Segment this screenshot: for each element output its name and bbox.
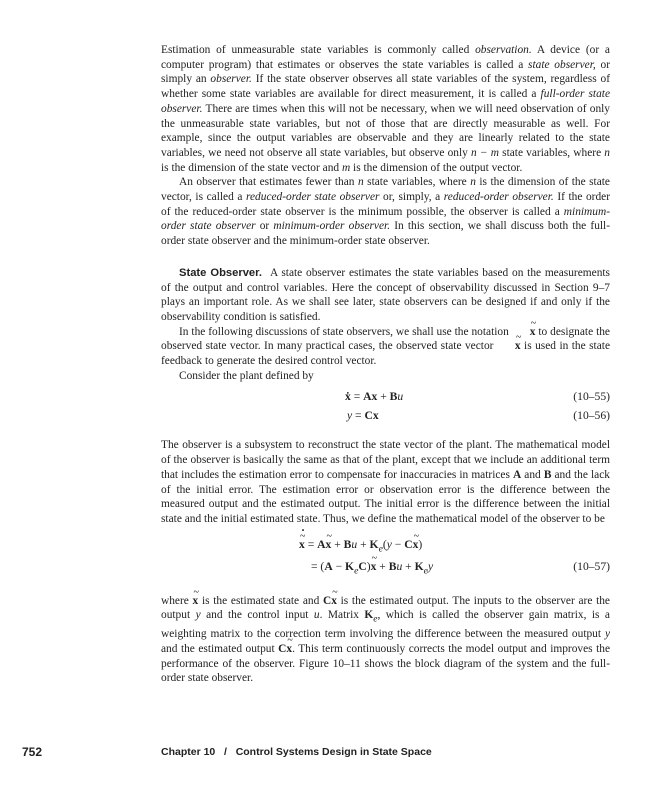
operator: = [352,409,365,423]
symbol-x-tilde: ~ x [193,594,199,609]
symbol-x-tilde: ~ x [371,560,377,575]
matrix-K: K [414,559,424,573]
symbol-x-tilde: ~ x [326,538,332,553]
subscript-e: e [423,565,428,576]
matrix-B: B [543,468,552,481]
math-n: n [604,146,610,159]
operator: − [332,559,346,573]
symbol-y: y [604,628,610,641]
text-run: state variables, where [498,146,605,159]
symbol-x-tilde: ~ x [497,339,521,354]
text-run: and [521,468,544,481]
text-run: Estimation of unmeasurable state variables is commonly called [161,44,476,56]
text-run: If the state observer observes all state variables of the system, regardless of whether some state variables are available for direct measurement, it is called a [161,73,610,101]
text-run: There are times when this will not be necessary, when we will need observation of only the unmeasurable state variables, but not of those that are directly measurable as well. For example, since the output variables are observable and they are linearly related to the state variables, we need not observe all state variables, but observe only [161,102,610,159]
matrix-K: K [369,537,379,551]
operator: + [331,537,344,551]
paragraph-observer-gain [161,594,610,687]
matrix-K: K [364,609,374,622]
text-run: If the order of the reduced-order state observer is the minimum possible, the observer is called a [161,191,611,218]
page-number: 752 [22,745,43,759]
paragraph-observer-model [161,438,610,526]
text-run: is the dimension of the state vector and [161,161,342,174]
symbol-u: u [351,537,358,551]
equation-10-57-line-1 [161,538,610,560]
body-text [161,43,610,686]
operator: + [377,390,390,404]
equation-number: (10–55) [573,390,610,404]
term-minimum-order-state-observer: minimum-order state observer [161,205,610,233]
paragraph-notation [161,325,610,369]
matrix-B: B [343,537,352,551]
symbol-y: y [386,537,392,551]
operator: = ( [311,559,325,573]
math-n-minus-m: n − m [471,146,499,159]
text-run: is the dimension of the state vector, is called a [161,176,610,204]
vector-x: x [372,409,379,423]
text-run: Consider the plant defined by [179,369,314,382]
symbol-u: u [396,559,403,573]
text-run: is the dimension of the output vector. [350,161,523,174]
text-run: An observer that estimates fewer than [179,176,358,189]
text-run: or [255,220,274,233]
operator: = [350,390,364,404]
matrix-C: C [404,537,413,551]
term-observer: observer. [210,73,252,86]
spacer [161,249,610,266]
symbol-y: y [195,609,201,622]
text-run: is the estimated output. The inputs to the observer are the output [161,594,610,622]
subscript-e: e [378,543,383,554]
matrix-K: K [345,559,355,573]
symbol-x-tilde-dot: ~ x · [299,538,305,553]
symbol-x-tilde: ~ x [286,642,292,657]
text-run: A device (or a computer program) that estimates or observes the state variables is called a [161,44,610,71]
equation-number: (10–56) [573,409,610,423]
paragraph-consider [161,369,610,384]
symbol-u: u [313,609,320,622]
subscript-e: e [373,614,378,625]
text-run: state variables, where [363,176,471,189]
spacer [161,582,610,594]
operator: − [391,537,405,551]
operator: ( [382,537,387,551]
term-reduced-order-observer: reduced-order observer. [443,191,554,204]
vector-x: x [371,390,378,404]
running-footer: Chapter 10 / Control Systems Design in State Space [161,746,432,758]
text-run: where [161,594,193,607]
paragraph-state-observer [161,266,610,325]
equation-10-56 [161,409,610,428]
equation-10-55 [161,390,610,409]
text-run: and the lack of the initial error. The estimation error or observation error is the difference between the measured output and the estimated output. The initial error is the difference between the initial state and the initial estimated state. Thus, we define the mathematical model of the observer to be [161,468,610,525]
text-run: is the estimated state and [198,594,323,607]
term-minimum-order-observer: minimum-order observer. [273,220,391,233]
text-run: In this section, we shall discuss both the full-order state observer and the minimum-order state observer. [161,220,611,248]
matrix-A: A [512,468,522,481]
subscript-e: e [354,565,359,576]
symbol-x-tilde: ~ x [331,594,337,609]
term-observation: observation. [475,44,532,56]
text-run: is used in the state feedback to generate the desired control vector. [161,340,610,368]
matrix-A: A [317,537,326,551]
spacer [161,428,610,438]
text-run: or simply an [161,58,610,86]
text-run: and the estimated output [161,643,279,656]
operator: + [357,537,370,551]
paragraph-reduced-order [161,175,610,249]
symbol-x-dot: ẋ [345,390,351,404]
symbol-x-tilde: ~ x [413,538,419,553]
term-full-order-observer: full-order state observer. [161,88,610,115]
matrix-B: B [389,390,398,404]
term-state-observer: state observer, [528,58,596,71]
text-run: A state observer estimates the state variables based on the measurements of the output and control variables. Here the concept of observability discussed in Section 9–7 plays an important role. As we shall see later, state observers can be designed if and only if the observability condition is satisfied. [161,266,610,323]
operator: = [304,537,318,551]
matrix-A: A [363,390,372,404]
text-run: and the control input [200,609,314,622]
matrix-C: C [364,409,373,423]
operator: + [402,559,415,573]
matrix-B: B [388,559,397,573]
math-n: n [357,176,364,189]
paragraph-observation-intro [161,43,610,175]
matrix-A: A [324,559,333,573]
symbol-u: u [397,390,404,404]
operator: + [376,559,389,573]
equation-10-57-line-2 [161,560,610,582]
operator: ) [366,559,371,573]
text-run: to designate the observed state vector. In many practical cases, the observed state vector [161,325,610,353]
equation-number: (10–57) [573,559,610,573]
equation-body [299,538,653,557]
term-reduced-order-state-observer: reduced-order state observer [245,191,380,204]
text-run: or, simply, a [379,191,444,204]
text-run: , which is called the observer gain matrix, is a weighting matrix to the correction term involving the difference between the measured output [161,609,610,641]
symbol-x-tilde: ~ x [512,325,536,340]
text-run: . This term continuously corrects the model output and improves the performance of the observer. Figure 10–11 shows the block diagram of the system and the full-order state observer. [161,643,611,685]
matrix-C: C [278,643,287,656]
symbol-y: y [347,409,353,423]
symbol-y: y [427,559,434,573]
math-m: m [341,161,351,174]
matrix-C: C [322,594,332,607]
math-n: n [470,176,476,189]
matrix-C: C [358,559,367,573]
text-run: The observer is a subsystem to reconstruct the state vector of the plant. The mathematical model of the observer is basically the same as that of the plant, except that we include an additional term that includes the estimation error to compensate for inaccuracies in matrices [161,439,610,481]
operator: ) [418,537,423,551]
text-run: . Matrix [319,609,365,622]
text-run: In the following discussions of state observers, we shall use the notation [179,325,512,338]
section-heading: State Observer. [179,266,262,279]
